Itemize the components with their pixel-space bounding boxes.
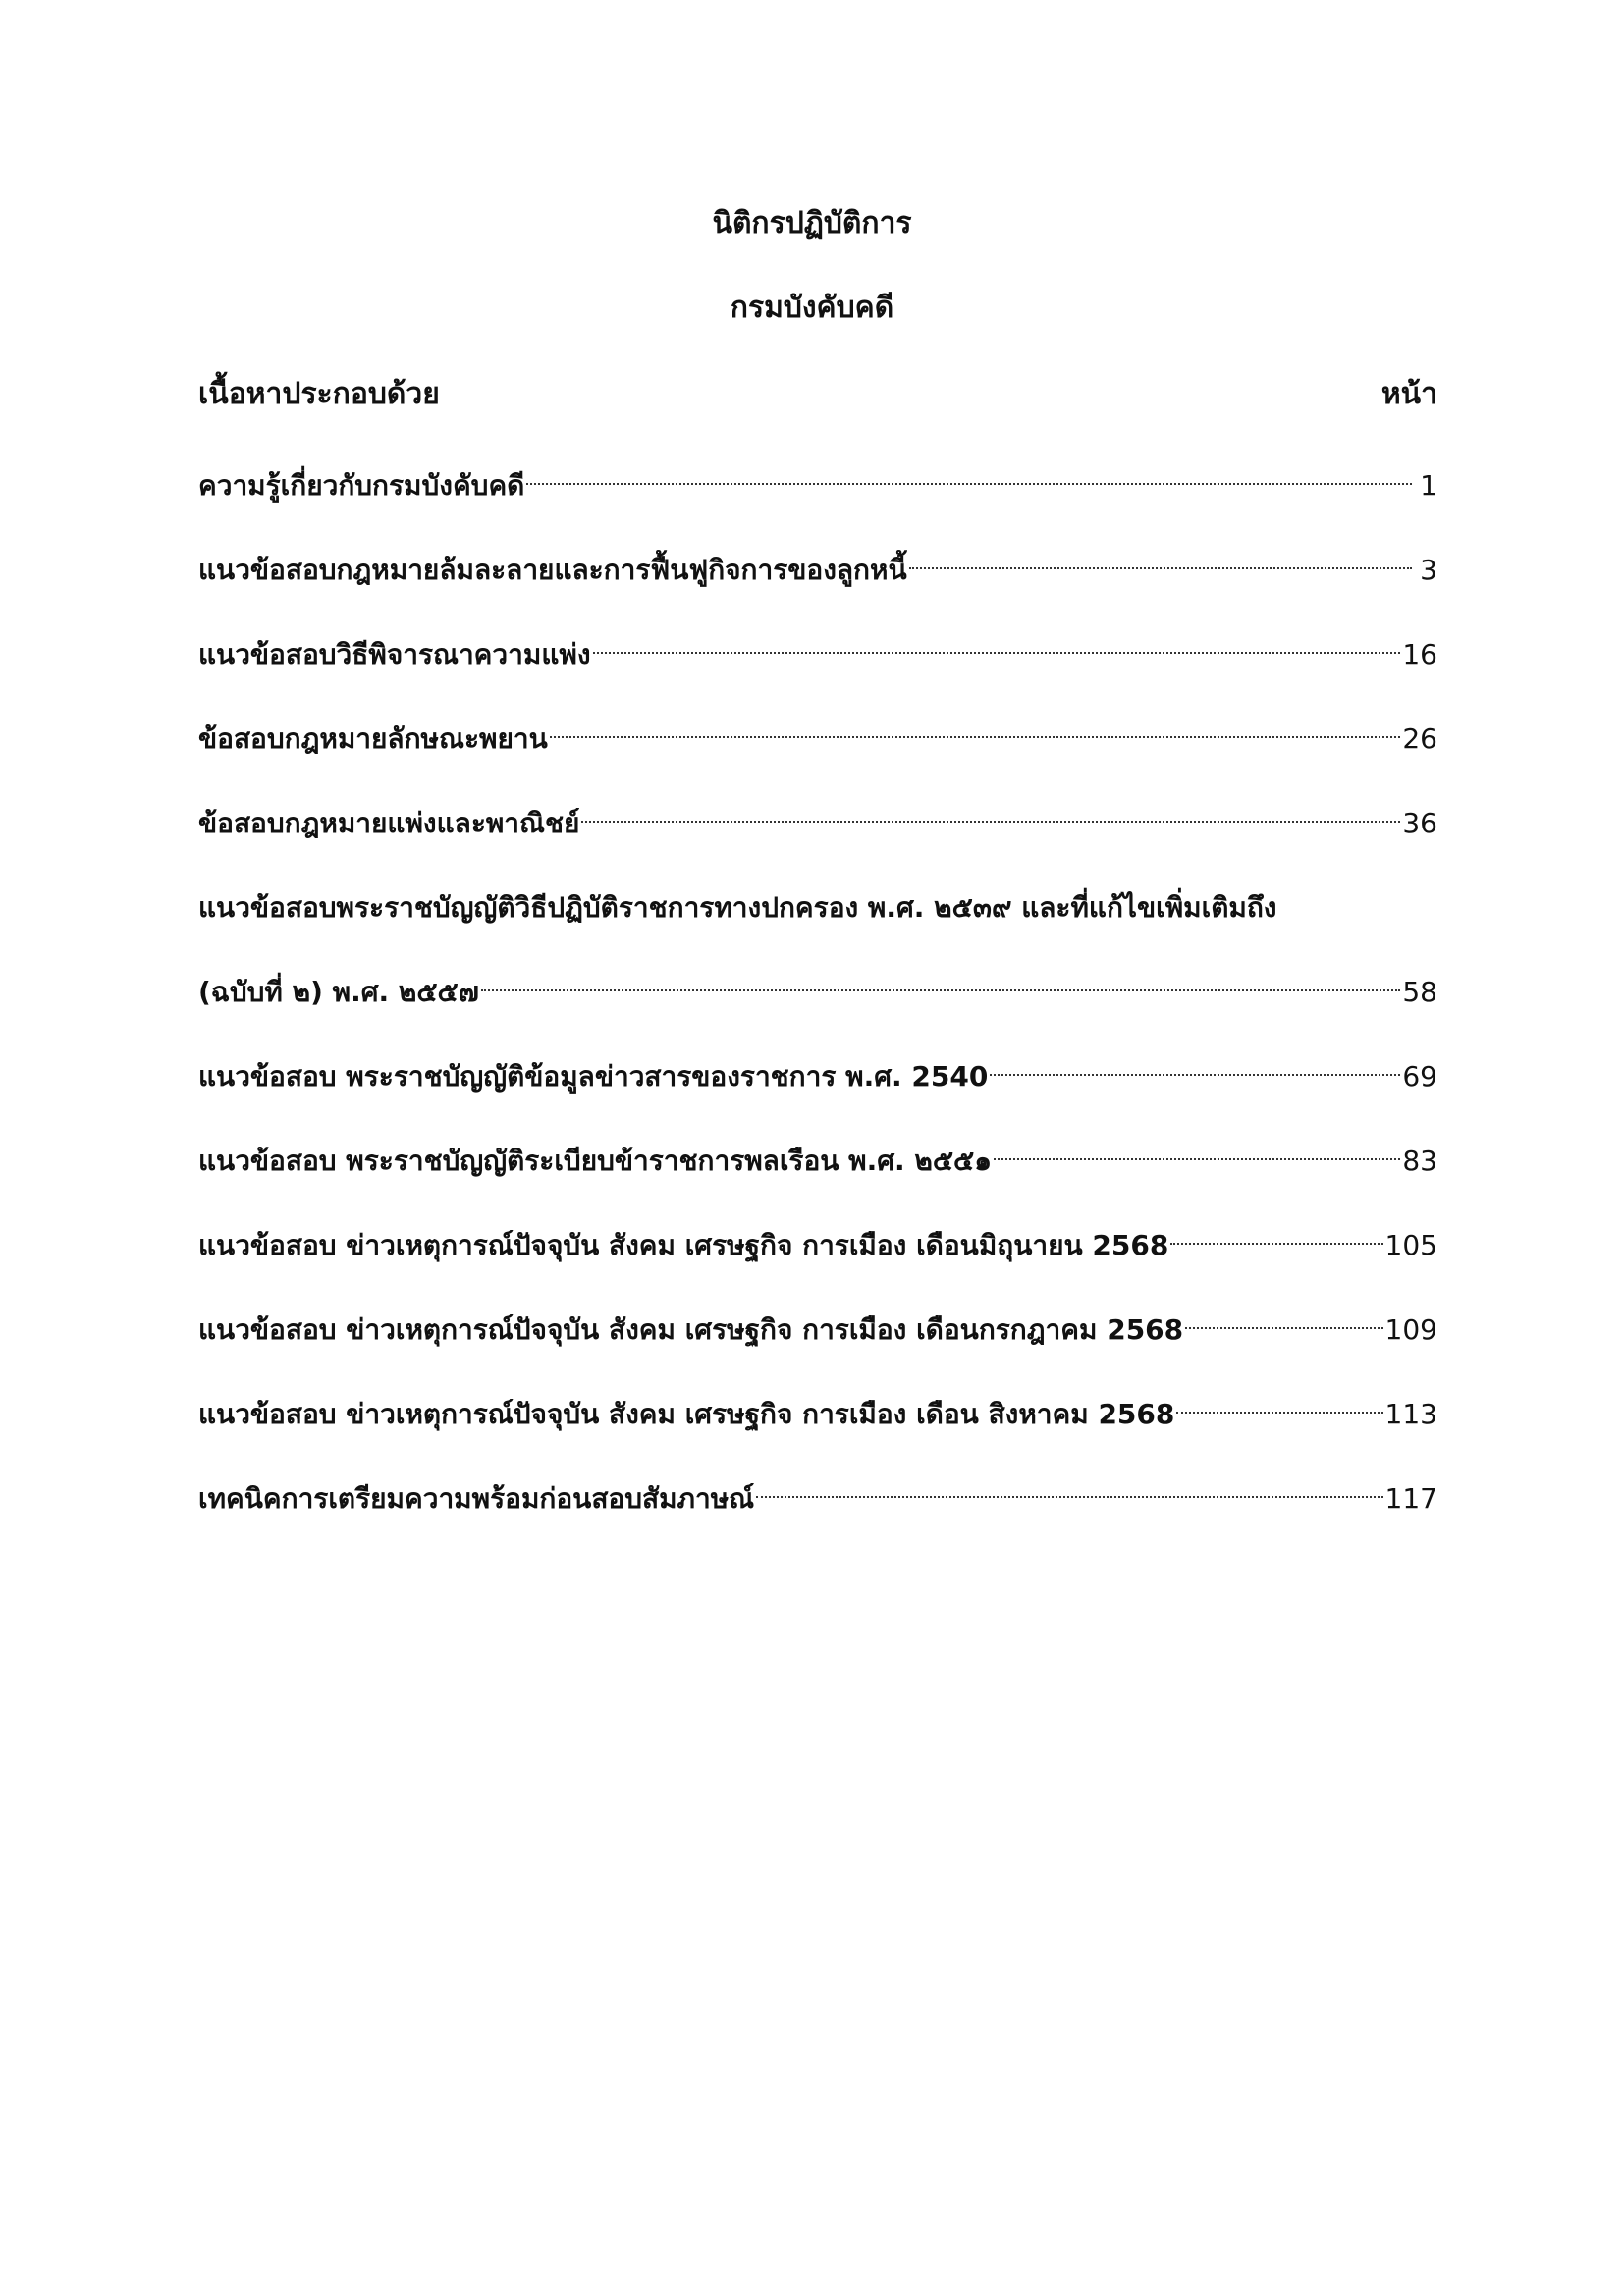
toc-entry-page: 58	[1402, 976, 1437, 1008]
toc-entry-label: แนวข้อสอบ ข่าวเหตุการณ์ปัจจุบัน สังคม เศรษฐกิจ การเมือง เดือนมิถุนายน 2568	[198, 1229, 1169, 1261]
toc-entry	[198, 1213, 1437, 1298]
toc-entry-label: ข้อสอบกฎหมายลักษณะพยาน	[198, 722, 548, 755]
toc-entry	[198, 791, 1437, 876]
toc-header	[198, 374, 1437, 415]
dot-leader	[581, 791, 1400, 832]
toc-entry	[198, 707, 1437, 791]
toc-entry-label: แนวข้อสอบกฎหมายล้มละลายและการฟื้นฟูกิจการของลูกหนี้	[198, 554, 907, 586]
dot-leader	[990, 1044, 1400, 1086]
dot-leader	[1185, 1298, 1382, 1339]
toc-entry-label: ความรู้เกี่ยวกับกรมบังคับคดี	[198, 469, 525, 502]
toc-entry	[198, 1044, 1437, 1129]
toc-entry	[198, 1382, 1437, 1467]
toc-entry-label: แนวข้อสอบ พระราชบัญญัติระเบียบข้าราชการพลเรือน พ.ศ. ๒๕๕๑	[198, 1145, 993, 1177]
toc-entry-label: แนวข้อสอบ พระราชบัญญัติข้อมูลข่าวสารของราชการ พ.ศ. 2540	[198, 1060, 989, 1093]
dot-leader	[481, 960, 1401, 1001]
toc-entry-page: 113	[1384, 1398, 1437, 1430]
dot-leader	[1170, 1213, 1382, 1255]
toc-heading-page: หน้า	[1380, 377, 1437, 411]
toc-entry-page: 83	[1402, 1145, 1437, 1177]
toc-entry-label: แนวข้อสอบพระราชบัญญัติวิธีปฏิบัติราชการทางปกครอง พ.ศ. ๒๕๓๙ และที่แก้ไขเพิ่มเติมถึง	[198, 891, 1277, 924]
toc-entry-page: 69	[1402, 1060, 1437, 1093]
dot-leader	[909, 538, 1412, 579]
document-subtitle: กรมบังคับคดี	[730, 291, 894, 325]
dot-leader	[994, 1129, 1400, 1170]
toc-entry-label: (ฉบับที่ ๒) พ.ศ. ๒๕๕๗	[198, 976, 479, 1008]
dot-leader	[526, 454, 1412, 495]
toc-entry	[198, 1129, 1437, 1213]
toc-entry-page: 26	[1402, 722, 1437, 755]
toc-entry-label: เทคนิคการเตรียมความพร้อมก่อนสอบสัมภาษณ์	[198, 1482, 755, 1515]
toc-entry-page: 1	[1420, 469, 1437, 502]
dot-leader	[593, 622, 1401, 664]
document-title: นิติกรปฏิบัติการ	[712, 206, 912, 240]
toc-entry	[198, 876, 1437, 960]
toc-entry-page: 105	[1384, 1229, 1437, 1261]
toc-entry	[198, 1298, 1437, 1382]
toc-entry-page: 3	[1420, 554, 1437, 586]
toc-entry-label: แนวข้อสอบ ข่าวเหตุการณ์ปัจจุบัน สังคม เศรษฐกิจ การเมือง เดือนกรกฎาคม 2568	[198, 1313, 1184, 1346]
toc-entry-label: แนวข้อสอบวิธีพิจารณาความแพ่ง	[198, 638, 591, 670]
toc-entry	[198, 454, 1437, 538]
toc-heading-contents: เนื้อหาประกอบด้วย	[198, 377, 440, 411]
toc-entry-page: 16	[1402, 638, 1437, 670]
toc-entry-page: 109	[1384, 1313, 1437, 1346]
toc-entry	[198, 538, 1437, 622]
toc-entry-label: ข้อสอบกฎหมายแพ่งและพาณิชย์	[198, 807, 580, 839]
toc-entry	[198, 1467, 1437, 1551]
dot-leader	[1176, 1382, 1382, 1423]
dot-leader	[550, 707, 1401, 748]
toc-entry-label: แนวข้อสอบ ข่าวเหตุการณ์ปัจจุบัน สังคม เศรษฐกิจ การเมือง เดือน สิงหาคม 2568	[198, 1398, 1175, 1430]
dot-leader	[756, 1467, 1382, 1508]
toc-entry	[198, 960, 1437, 1044]
table-of-contents	[198, 454, 1437, 1551]
toc-entry	[198, 622, 1437, 707]
toc-entry-page: 36	[1402, 807, 1437, 839]
toc-entry-page: 117	[1384, 1482, 1437, 1515]
